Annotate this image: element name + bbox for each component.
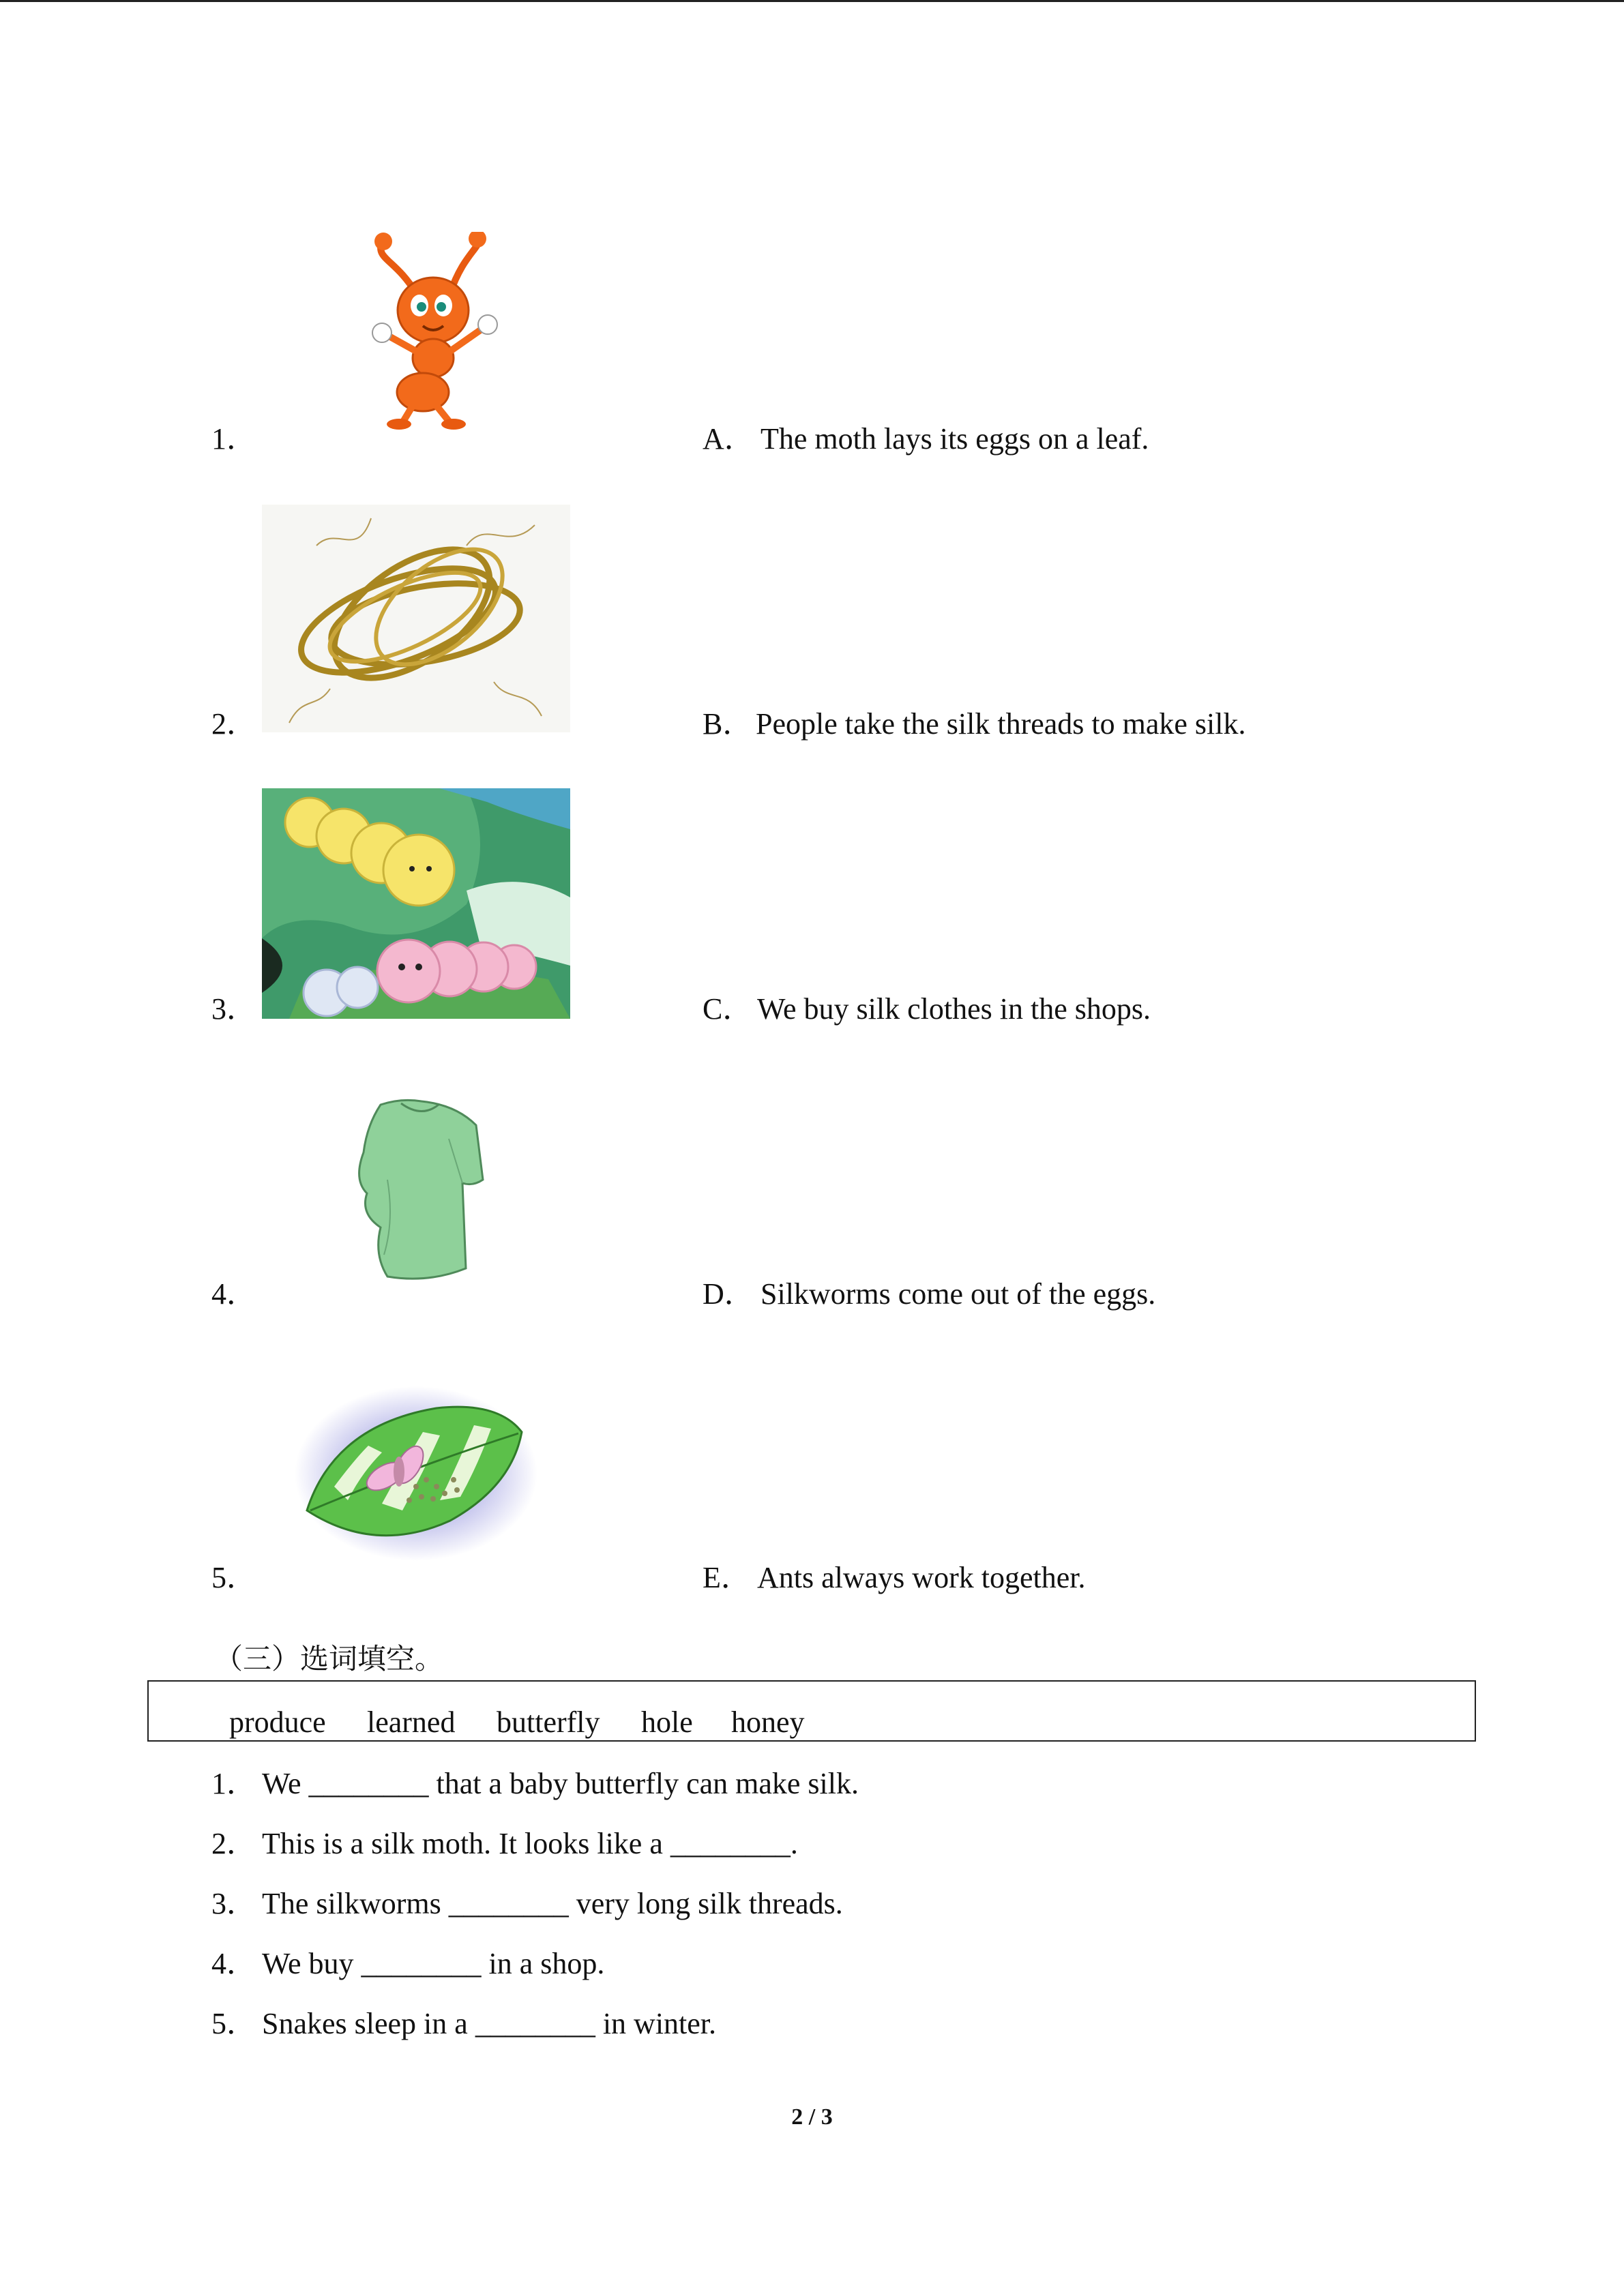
- moth-eggs-on-leaf-icon: [293, 1384, 539, 1563]
- sentence-3-number: 3．: [211, 1887, 256, 1920]
- sentence-1-text: We ________ that a baby butterfly can make silk.: [262, 1767, 859, 1800]
- word-bank-box: [147, 1680, 1476, 1742]
- sentence-5-text: Snakes sleep in a ________ in winter.: [262, 2007, 717, 2040]
- sentence-3-text: The silkworms ________ very long silk threads.: [262, 1887, 843, 1920]
- matching-option-d-letter: D．: [703, 1277, 754, 1311]
- matching-option-e-text: Ants always work together.: [757, 1561, 1086, 1594]
- word-bank-word: produce: [229, 1705, 326, 1739]
- matching-item-2-number: 2．: [211, 707, 256, 741]
- matching-option-c-text: We buy silk clothes in the shops.: [757, 992, 1151, 1026]
- matching-option-b-letter: B．: [703, 707, 753, 741]
- silk-threads-icon: [262, 505, 570, 732]
- matching-option-a-text: The moth lays its eggs on a leaf.: [761, 422, 1149, 456]
- sentence-2-number: 2．: [211, 1827, 256, 1860]
- matching-item-4-number: 4．: [211, 1277, 256, 1311]
- word-bank-word: honey: [731, 1705, 805, 1739]
- silk-shirt-icon: [346, 1098, 487, 1283]
- sentence-4-text: We buy ________ in a shop.: [262, 1947, 605, 1980]
- sentence-1-number: 1．: [211, 1767, 256, 1800]
- matching-item-3-number: 3．: [211, 992, 256, 1026]
- page-number: 2 / 3: [791, 2104, 833, 2130]
- matching-option-b-text: People take the silk threads to make silk.: [756, 707, 1246, 741]
- matching-option-e-letter: E．: [703, 1561, 751, 1594]
- sentence-2-text: This is a silk moth. It looks like a ________.: [262, 1827, 798, 1860]
- matching-item-1-number: 1．: [211, 422, 256, 456]
- sentence-5-number: 5．: [211, 2007, 256, 2040]
- silkworms-icon: [262, 788, 570, 1019]
- word-bank-word: hole: [641, 1705, 693, 1739]
- matching-option-c-letter: C．: [703, 992, 753, 1026]
- word-bank-word: learned: [367, 1705, 456, 1739]
- page-top-rule: [0, 0, 1624, 2]
- matching-option-a-letter: A．: [703, 422, 754, 456]
- ant-icon: [368, 232, 505, 430]
- matching-option-d-text: Silkworms come out of the eggs.: [761, 1277, 1156, 1311]
- matching-item-5-number: 5．: [211, 1561, 256, 1594]
- section-3-heading: （三）选词填空。: [214, 1642, 444, 1675]
- word-bank-word: butterfly: [497, 1705, 600, 1739]
- sentence-4-number: 4．: [211, 1947, 256, 1980]
